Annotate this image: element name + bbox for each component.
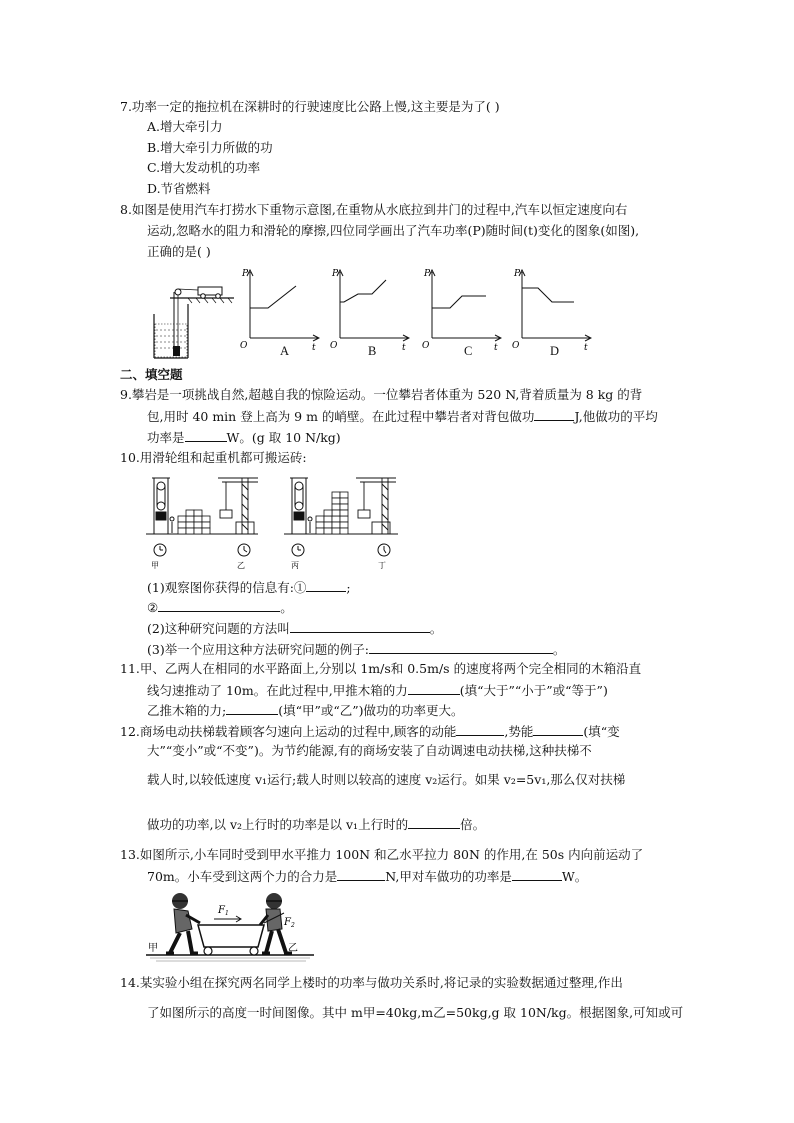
q9-blank-work[interactable] <box>534 407 574 421</box>
q7-option-b: B.增大牵引力所做的功 <box>147 140 273 155</box>
q9-line-2-tail: J,他做功的平均 <box>574 409 658 424</box>
q8-graph-d-y-label: P <box>514 269 521 279</box>
q8-graph-a <box>238 266 320 358</box>
q8-graph-b-x-label: t <box>402 343 406 353</box>
q7-stem: 7.功率一定的拖拉机在深耕时的行驶速度比公路上慢,这主要是为了( ) <box>120 99 500 114</box>
q11-line-2-tail: (填“大于”“小于”或“等于”) <box>459 683 608 698</box>
q10-blank-info-1[interactable] <box>306 578 346 592</box>
q9-line-3 <box>147 428 341 447</box>
q12-line-1-text: 12.商场电动扶梯载着顾客匀速向上运动的过程中,顾客的动能 <box>120 724 457 739</box>
q9-line-3-text: 功率是 <box>147 430 185 445</box>
q11-line-3 <box>147 701 464 720</box>
q8-graph-a-x-label: t <box>312 343 316 353</box>
q13-blank-resultant[interactable] <box>337 867 385 881</box>
q11-line-3-tail: (填“甲”或“乙”)做功的功率更大。 <box>278 703 464 718</box>
q11-line-2 <box>147 681 608 700</box>
q10-sub-1 <box>147 578 351 597</box>
q7-option-d: D.节省燃料 <box>147 181 211 196</box>
q13-line-1: 13.如图所示,小车同时受到甲水平推力 100N 和乙水平拉力 80N 的作用,在 50s 内向前运动了 <box>120 847 644 862</box>
q10-sub-3-tail: 。 <box>429 621 443 636</box>
q12-line-1-mid: ,势能 <box>504 724 534 739</box>
q10-sub-2-tail: 。 <box>280 600 293 615</box>
q13-cart-figure <box>146 889 316 965</box>
q13-line-2-text: 70m。小车受到这两个力的合力是 <box>147 869 338 884</box>
q13-blank-power[interactable] <box>512 867 562 881</box>
q10-sub-3 <box>147 619 442 638</box>
q8-line-3: 正确的是( ) <box>147 244 211 259</box>
q13-line-2-tail: W。 <box>561 869 588 884</box>
q8-line-2: 运动,忽略水的阻力和滑轮的摩擦,四位同学画出了汽车功率(P)随时间(t)变化的图象(如图), <box>147 223 640 238</box>
q10-stem: 10.用滑轮组和起重机都可搬运砖: <box>120 450 307 465</box>
q10-sub-4-tail: 。 <box>552 642 566 657</box>
q8-line-1: 8.如图是使用汽车打捞水下重物示意图,在重物从水底拉到井门的过程中,汽车以恒定速度向右 <box>120 202 628 217</box>
q12-line-4 <box>147 815 485 834</box>
q9-line-2 <box>147 407 658 426</box>
q8-graph-d-origin: O <box>512 341 520 351</box>
q10-blank-info-2[interactable] <box>158 598 280 612</box>
q11-line-1: 11.甲、乙两人在相同的水平路面上,分别以 1m/s和 0.5m/s 的速度将两个完全相同的木箱沿直 <box>120 661 642 676</box>
q8-graph-d-label: D <box>550 344 560 358</box>
q9-blank-power[interactable] <box>185 428 227 442</box>
q9-line-2-text: 包,用时 40 min 登上高为 9 m 的峭壁。在此过程中攀岩者对背包做功 <box>147 409 535 424</box>
q12-line-3: 载人时,以较低速度 v₁运行;载人时则以较高的速度 v₂运行。如果 v₂=5v₁,那么仅对扶梯 <box>147 772 626 787</box>
q13-f2-label: $F_2$ <box>284 917 295 929</box>
q10-label-jia: 甲 <box>151 561 159 570</box>
q11-line-3-text: 乙推木箱的力; <box>147 703 227 718</box>
q12-line-4-text: 做功的功率,以 v₂上行时的功率是以 v₁上行时的 <box>147 817 409 832</box>
q11-line-2-text: 线匀速推动了 10m。在此过程中,甲推木箱的力 <box>147 683 408 698</box>
q12-line-4-tail: 倍。 <box>460 817 486 832</box>
q8-graph-b-y-label: P <box>332 269 339 279</box>
q8-graph-c-y-label: P <box>424 269 431 279</box>
q9-line-3-tail: W。(g 取 10 N/kg) <box>226 430 341 445</box>
q8-well-diagram <box>148 280 236 360</box>
q13-f1-label: $F_1$ <box>218 905 229 917</box>
q8-graph-c-origin: O <box>422 341 430 351</box>
q14-line-1: 14.某实验小组在探究两名同学上楼时的功率与做功关系时,将记录的实验数据通过整理,作出 <box>120 975 623 990</box>
q10-sub-2 <box>147 598 293 617</box>
q10-label-bing: 丙 <box>291 561 299 570</box>
q12-blank-potential[interactable] <box>533 722 583 736</box>
q8-graph-d-x-label: t <box>584 343 588 353</box>
q7-option-a: A.增大牵引力 <box>147 119 223 134</box>
q12-blank-ratio[interactable] <box>408 815 460 829</box>
q8-graph-a-origin: O <box>240 341 248 351</box>
q8-graph-a-y-label: P <box>242 269 249 279</box>
q13-jia-label: 甲 <box>148 943 158 954</box>
q8-graph-c-label: C <box>464 344 473 358</box>
q8-graph-b-origin: O <box>330 341 338 351</box>
q8-graph-c-x-label: t <box>494 343 498 353</box>
q10-sub-1-tail: ; <box>346 580 351 595</box>
q12-blank-kinetic[interactable] <box>456 722 504 736</box>
q10-sub-4-text: (3)举一个应用这种方法研究问题的例子: <box>147 642 369 657</box>
q10-figure <box>146 470 398 570</box>
q11-blank-compare[interactable] <box>408 681 460 695</box>
q10-label-yi: 乙 <box>237 561 245 570</box>
q11-blank-who[interactable] <box>226 701 278 715</box>
q12-line-1 <box>120 722 620 741</box>
q8-graph-c <box>420 266 502 358</box>
q12-line-2: 大”“变小”或“不变”)。为节约能源,有的商场安装了自动调速电动扶梯,这种扶梯不 <box>147 743 592 758</box>
q9-line-1: 9.攀岩是一项挑战自然,超越自我的惊险运动。一位攀岩者体重为 520 N,背着质量为 8 kg 的背 <box>120 387 643 402</box>
q10-blank-example[interactable] <box>369 640 553 654</box>
q8-graph-b-label: B <box>368 344 377 358</box>
section-title: 二、填空题 <box>120 367 183 382</box>
q13-line-2-mid: N,甲对车做功的功率是 <box>385 869 512 884</box>
q10-blank-method[interactable] <box>290 619 430 633</box>
q13-yi-label: 乙 <box>288 943 298 954</box>
q10-sub-1-text: (1)观察图你获得的信息有:① <box>147 580 307 595</box>
q10-label-ding: 丁 <box>378 561 386 570</box>
q10-sub-2-text: ② <box>147 600 159 615</box>
q10-sub-3-text: (2)这种研究问题的方法叫 <box>147 621 290 636</box>
q10-sub-4 <box>147 640 565 659</box>
q8-graph-a-label: A <box>280 344 290 358</box>
q13-line-2 <box>147 867 587 886</box>
q7-option-c: C.增大发动机的功率 <box>147 160 261 175</box>
q14-line-2: 了如图所示的高度一时间图像。其中 m甲=40kg,m乙=50kg,g 取 10N/kg。根据图象,可知或可 <box>147 1005 684 1020</box>
q12-line-1-tail: (填“变 <box>583 724 620 739</box>
